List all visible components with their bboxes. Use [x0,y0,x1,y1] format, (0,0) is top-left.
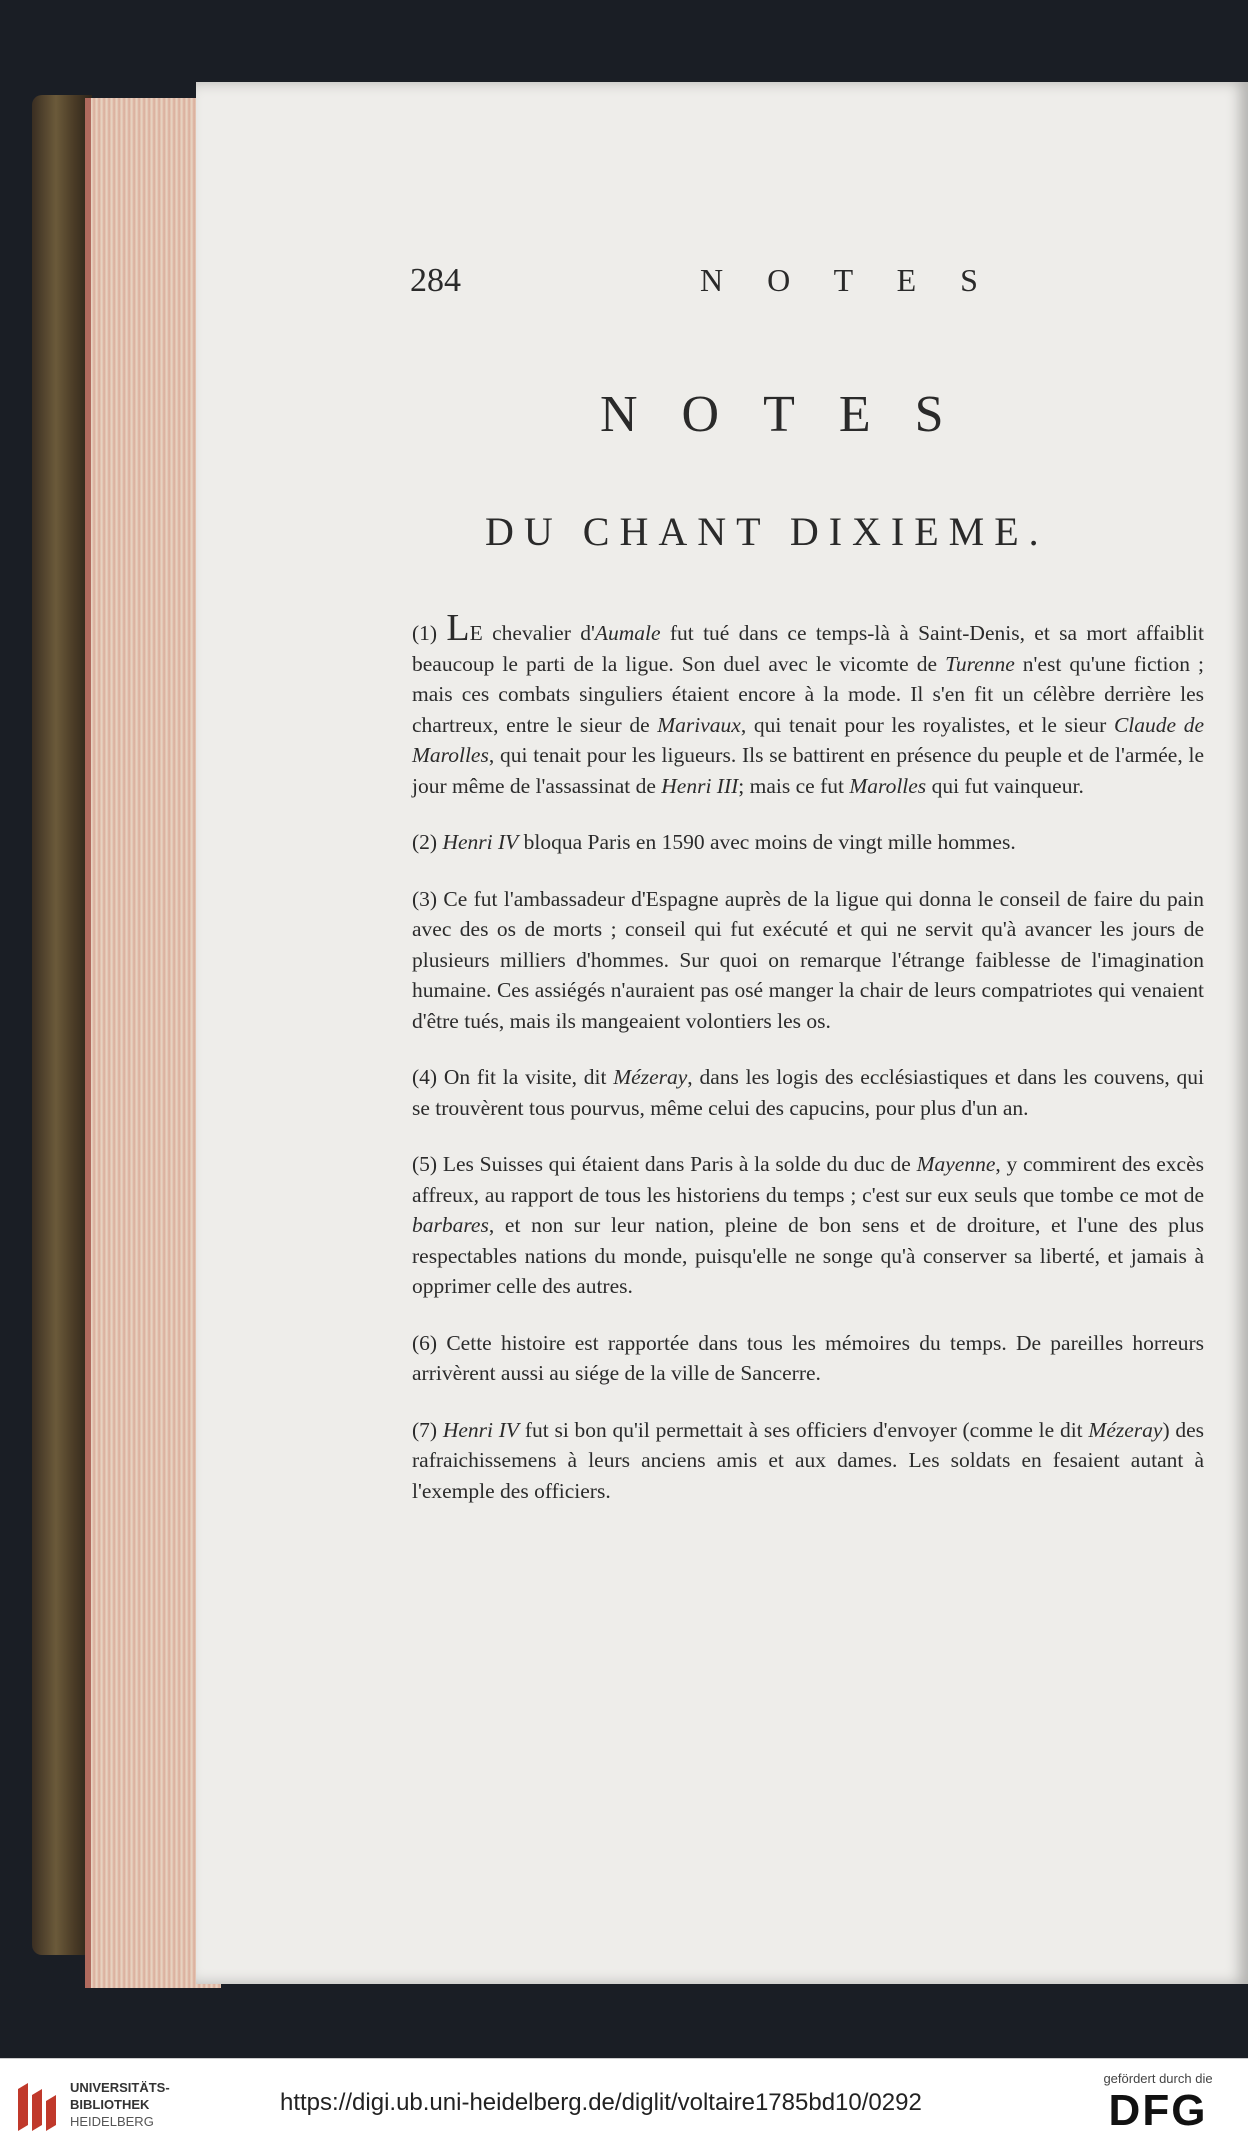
note-text: qui fut vainqueur. [926,773,1084,798]
book-spine-edge [32,95,92,1955]
italic-name: Marolles [849,773,927,798]
funding-credit[interactable] [1088,2071,1228,2136]
note-text: , qui tenait pour les ligueurs. Ils se battirent en présence du peuple et de l'armée, le jour même de l'assassinat de [412,743,1204,798]
italic-name: Turenne [945,651,1015,676]
note-text: n'est qu'une fiction ; mais ces combats singuliers étaient encore à la mode. Il s'en fit un célèbre derrière les chartreux, entre le sieur de [412,651,1204,737]
running-head [0,262,1248,302]
italic-name: barbares [412,1213,489,1237]
library-name[interactable] [70,2079,210,2130]
note-marker: (5) [412,1152,438,1176]
permalink-url[interactable]: https://digi.ub.uni-heidelberg.de/diglit/voltaire1785bd10/0292 [280,2089,922,2116]
note-marker: (1) [412,621,438,645]
note-text: fut si bon qu'il permettait à ses officiers d'envoyer (comme le dit [519,1417,1089,1442]
italic-name: Claude de Marolles [412,712,1204,767]
note-marker: (2) [412,830,438,854]
note-text: bloqua Paris en 1590 avec moins de vingt mille hommes. [518,830,1016,854]
note-text: , dans les logis des ecclésiastiques et dans les couvens, qui se trouvèrent tous pourvus, même celui des capucins, pour plus d'un an. [412,1065,1204,1120]
notes-body [412,607,1205,1532]
note-paragraph [412,1328,1204,1389]
note-marker: (3) [412,886,438,911]
italic-name: Henri III [661,773,739,798]
note-marker: (7) [412,1417,438,1442]
page-number: 284 [410,262,461,299]
page-title: NOTES [600,386,988,443]
note-text: Ce fut l'ambassadeur d'Espagne auprès de la ligue qui donna le conseil de faire du pain avec des os de morts ; conseil qui fut exécuté et qui ne servit qu'à avancer les jours de plusieurs milliers d'hommes. Sur quoi on remarque l'étrange faiblesse de l'imagination humaine. Ces assiégés n'auraient pas osé manger la chair de leurs compatriotes qui venaient d'être tués, mais ils mangeaient volontiers les os. [412,886,1205,1033]
note-text: E chevalier d' [469,621,595,645]
italic-name: Mézeray [613,1065,688,1089]
italic-name: Marivaux [657,712,741,737]
library-name-line: HEIDELBERG [70,2114,154,2129]
note-text: Les Suisses qui étaient dans Paris à la solde du duc de [442,1152,917,1176]
note-paragraph [412,1149,1204,1302]
note-text: , y commirent des excès affreux, au rapport de tous les historiens du temps ; c'est sur eux seuls que tombe ce mot de [412,1152,1205,1207]
drop-cap: L [446,607,470,649]
dfg-logo: DFG [1108,2086,1208,2135]
note-marker: (6) [412,1330,438,1355]
viewer-footer [0,2058,1248,2150]
library-name-line: UNIVERSITÄTS- [70,2080,170,2095]
funded-label: gefördert durch die [1103,2071,1213,2086]
italic-name: Mayenne [916,1152,996,1176]
library-name-line: BIBLIOTHEK [70,2097,150,2112]
note-paragraph [412,1062,1204,1123]
note-paragraph [412,607,1204,801]
note-text: Cette histoire est rapportée dans tous les mémoires du temps. De pareilles horreurs arrivèrent aussi au siége de la ville de Sancerre. [412,1330,1204,1385]
running-title: N O T E S [700,262,996,298]
note-marker: (4) [412,1065,438,1089]
note-text: , et non sur leur nation, pleine de bon sens et de droiture, et l'une des plus respectables nations du monde, puisqu'elle ne songe qu'à conserver sa liberté, et jamais à opprimer celle des autres. [412,1213,1204,1298]
note-paragraph [412,884,1204,1037]
note-text: ) des rafraichissemens à leurs anciens amis et aux dames. Les soldats en fesaient autant à l'exemple des officiers. [412,1417,1205,1503]
note-text: On fit la visite, dit [443,1065,614,1089]
note-paragraph [412,1415,1204,1507]
italic-name: Henri IV [442,830,519,854]
page-subtitle: DU CHANT DIXIEME. [485,509,1049,554]
italic-name: Aumale [594,621,661,645]
note-text: , qui tenait pour les royalistes, et le sieur [740,712,1114,737]
heidelberg-library-logo-icon[interactable] [14,2079,60,2135]
note-text: ; mais ce fut [738,773,850,798]
note-paragraph [412,827,1204,858]
italic-name: Mézeray [1088,1417,1163,1442]
italic-name: Henri IV [442,1417,520,1442]
note-text: fut tué dans ce temps-là à Saint-Denis, et sa mort affaiblit beaucoup le parti de la ligue. Son duel avec le vicomte de [412,621,1204,676]
